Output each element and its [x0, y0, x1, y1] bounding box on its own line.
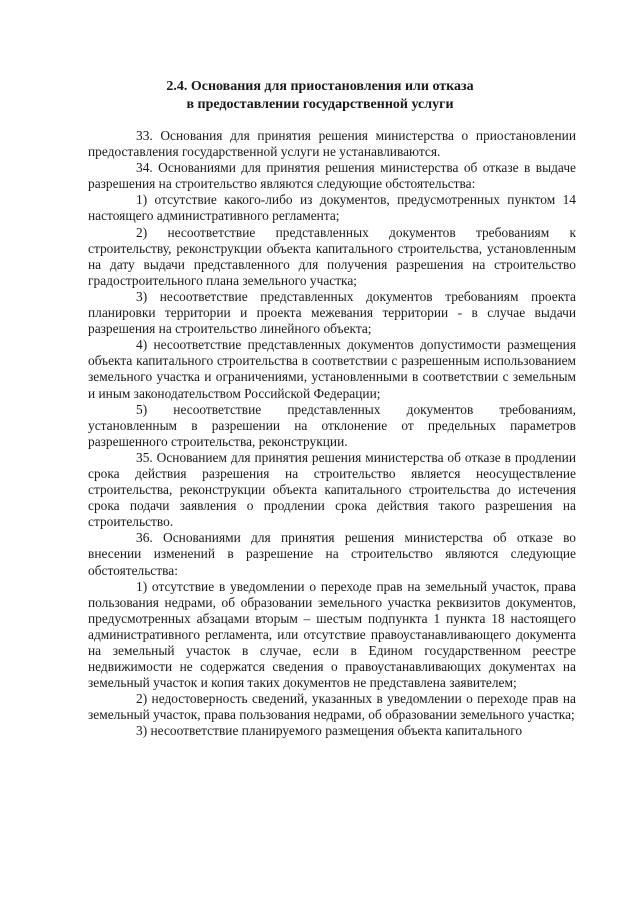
paragraph-36-item-2: 2) недостоверность сведений, указанных в уведомлении о переходе прав на земельный участок, права пользования недрами, об образовании земельного участка;: [88, 691, 576, 723]
document-body: [88, 128, 576, 740]
section-heading-line-2: в предоставлении государственной услуги: [186, 97, 454, 112]
paragraph-33: 33. Основания для принятия решения министерства о приостановлении предоставления государственной услуги не устанавливаются.: [88, 128, 576, 160]
section-heading-line-1: 2.4. Основания для приостановления или отказа: [166, 79, 474, 94]
paragraph-36-item-3: 3) несоответствие планируемого размещения объекта капитального: [136, 723, 523, 739]
paragraph-34-item-5: 5) несоответствие представленных документов требованиям, установленным в разрешении на отклонение от предельных параметров разрешенного строительства, реконструкции.: [88, 401, 576, 449]
paragraph-34-item-4: 4) несоответствие представленных документов допустимости размещения объекта капитального строительства в соответствии с разрешенным использованием земельного участка и ограничениями, установленными в соответствии с земельным и иным законодательством Российской Федерации;: [88, 337, 576, 401]
paragraph-35: 35. Основанием для принятия решения министерства об отказе в продлении срока действия разрешения на строительство является неосуществление строительства, реконструкции объекта капитального строительства до истечения срока подачи заявления о продлении срока действия такого разрешения на строительство.: [88, 449, 576, 530]
paragraph-36: 36. Основаниями для принятия решения министерства об отказе во внесении изменений в разрешение на строительство являются следующие обстоятельства:: [88, 530, 576, 578]
paragraph-34-item-2: 2) несоответствие представленных документов требованиям к строительству, реконструкции объекта капитального строительства, установленным на дату выдачи представленного для получения разрешения на строительство градостроительного плана земельного участка;: [88, 224, 576, 288]
paragraph-34-item-3: 3) несоответствие представленных документов требованиям проекта планировки территории и проекта межевания территории - в случае выдачи разрешения на строительство линейного объекта;: [88, 288, 576, 337]
paragraph-36-item-1: 1) отсутствие в уведомлении о переходе прав на земельный участок, права пользования недрами, об образовании земельного участка реквизитов документов, предусмотренных абзацами вторым – шестым подпункта 1 пункта 18 настоящего административного регламента, или отсутствие правоустанавливающего документа на земельный участок в случае, если в Едином государственном реестре недвижимости не содержатся сведения о правоустанавливающих документах на земельный участок и копия таких документов не представлена заявителем;: [88, 578, 576, 691]
paragraph-34-item-1: 1) отсутствие какого-либо из документов, предусмотренных пунктом 14 настоящего административного регламента;: [88, 192, 576, 224]
paragraph-34: 34. Основаниями для принятия решения министерства об отказе в выдаче разрешения на строительство являются следующие обстоятельства:: [88, 160, 576, 192]
section-heading: [110, 78, 530, 114]
